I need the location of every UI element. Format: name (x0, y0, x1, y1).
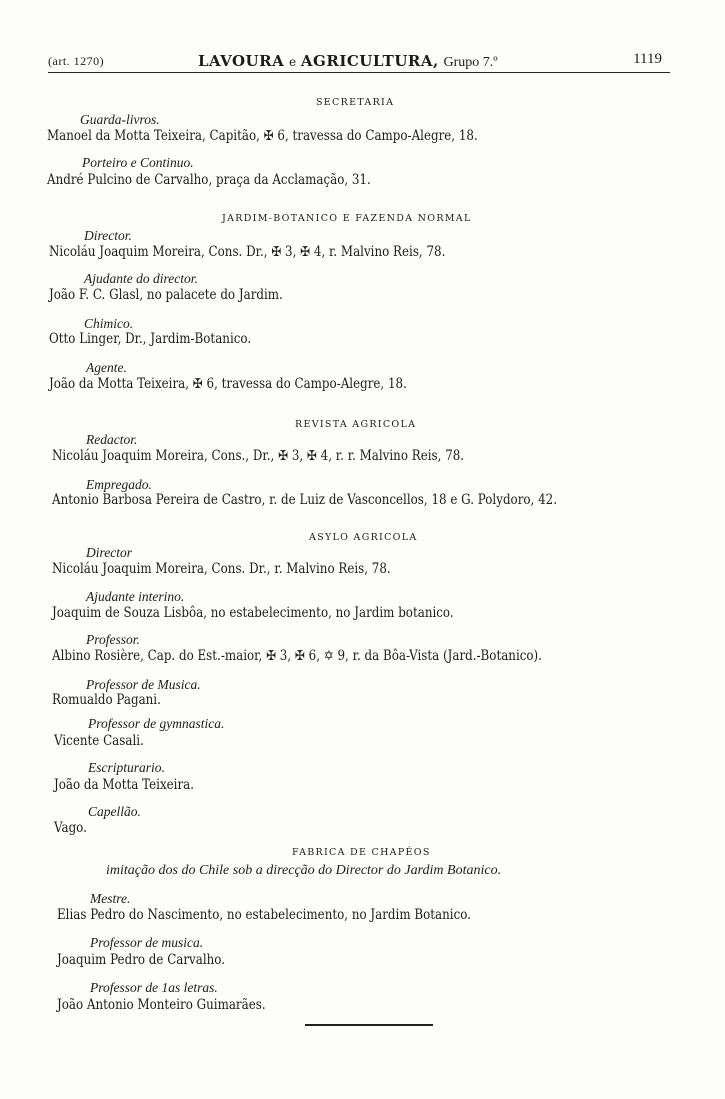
role-redactor: Redactor. (86, 432, 138, 447)
role-porteiro: Porteiro e Continuo. (82, 155, 194, 170)
fabrica-subtitle: imitação dos do Chile sob a direcção do Director do Jardim Botanico. (106, 863, 502, 878)
section-secretaria: SECRETARIA (316, 97, 395, 108)
name-director-jardim: Nicoláu Joaquim Moreira, Cons. Dr., ✠ 3, ✠ 4, r. Malvino Reis, 78. (49, 244, 446, 260)
name-agente: João da Motta Teixeira, ✠ 6, travessa do Campo-Alegre, 18. (49, 376, 407, 392)
role-escripturario: Escripturario. (88, 760, 165, 775)
name-professor-musica: Romualdo Pagani. (52, 692, 161, 708)
name-empregado: Antonio Barbosa Pereira de Castro, r. de Luiz de Vasconcellos, 18 e G. Polydoro, 42. (52, 492, 557, 508)
role-guarda-livros: Guarda-livros. (80, 112, 160, 127)
running-title (198, 52, 498, 71)
role-professor-musica-2: Professor de musica. (90, 935, 204, 950)
article-reference: (art. 1270) (48, 54, 105, 68)
name-guarda-livros: Manoel da Motta Teixeira, Capitão, ✠ 6, travessa do Campo-Alegre, 18. (47, 128, 478, 144)
name-professor-gymnastica: Vicente Casali. (54, 733, 144, 749)
name-ajudante-director: João F. C. Glasl, no palacete do Jardim. (49, 287, 283, 303)
section-revista-agricola: REVISTA AGRICOLA (295, 419, 417, 430)
role-empregado: Empregado. (86, 477, 152, 492)
name-porteiro: André Pulcino de Carvalho, praça da Acclamação, 31. (47, 172, 371, 188)
name-redactor: Nicoláu Joaquim Moreira, Cons., Dr., ✠ 3, ✠ 4, r. r. Malvino Reis, 78. (52, 448, 465, 464)
title-second: AGRICULTURA, (300, 52, 439, 70)
role-director-asylo: Director (86, 545, 132, 560)
role-chimico: Chimico. (84, 316, 134, 331)
role-professor-musica: Professor de Musica. (86, 677, 201, 692)
role-ajudante-director: Ajudante do director. (84, 271, 198, 286)
name-ajudante-interino: Joaquim de Souza Lisbôa, no estabelecimento, no Jardim botanico. (52, 605, 454, 621)
role-director-jardim: Director. (84, 228, 132, 243)
name-mestre: Elias Pedro do Nascimento, no estabelecimento, no Jardim Botanico. (57, 907, 471, 923)
section-asylo-agricola: ASYLO AGRICOLA (309, 532, 418, 543)
section-fabrica-chapeos: FABRICA DE CHAPÉOS (292, 847, 431, 858)
name-professor-letras: João Antonio Monteiro Guimarães. (57, 997, 266, 1013)
title-main: LAVOURA (198, 52, 285, 70)
name-director-asylo: Nicoláu Joaquim Moreira, Cons. Dr., r. Malvino Reis, 78. (52, 561, 391, 577)
section-jardim-botanico: JARDIM-BOTANICO E FAZENDA NORMAL (222, 213, 472, 224)
name-professor: Albino Rosière, Cap. do Est.-maior, ✠ 3, ✠ 6, ✡ 9, r. da Bôa-Vista (Jard.-Botanico). (52, 648, 542, 664)
page-number: 1119 (633, 51, 662, 67)
role-ajudante-interino: Ajudante interino. (86, 589, 185, 604)
role-capellao: Capellão. (88, 804, 141, 819)
title-conjunction: e (289, 55, 297, 69)
name-escripturario: João da Motta Teixeira. (54, 777, 195, 793)
role-professor: Professor. (86, 632, 140, 647)
role-agente: Agente. (86, 360, 127, 375)
role-professor-letras: Professor de 1as letras. (90, 980, 218, 995)
role-professor-gymnastica: Professor de gymnastica. (88, 716, 225, 731)
page-header (48, 52, 670, 73)
name-capellao: Vago. (54, 820, 87, 836)
group-label: Grupo 7.º (443, 55, 498, 70)
name-chimico: Otto Linger, Dr., Jardim-Botanico. (49, 331, 252, 347)
closing-rule (305, 1024, 433, 1026)
name-professor-musica-2: Joaquim Pedro de Carvalho. (57, 952, 226, 968)
role-mestre: Mestre. (90, 891, 131, 906)
